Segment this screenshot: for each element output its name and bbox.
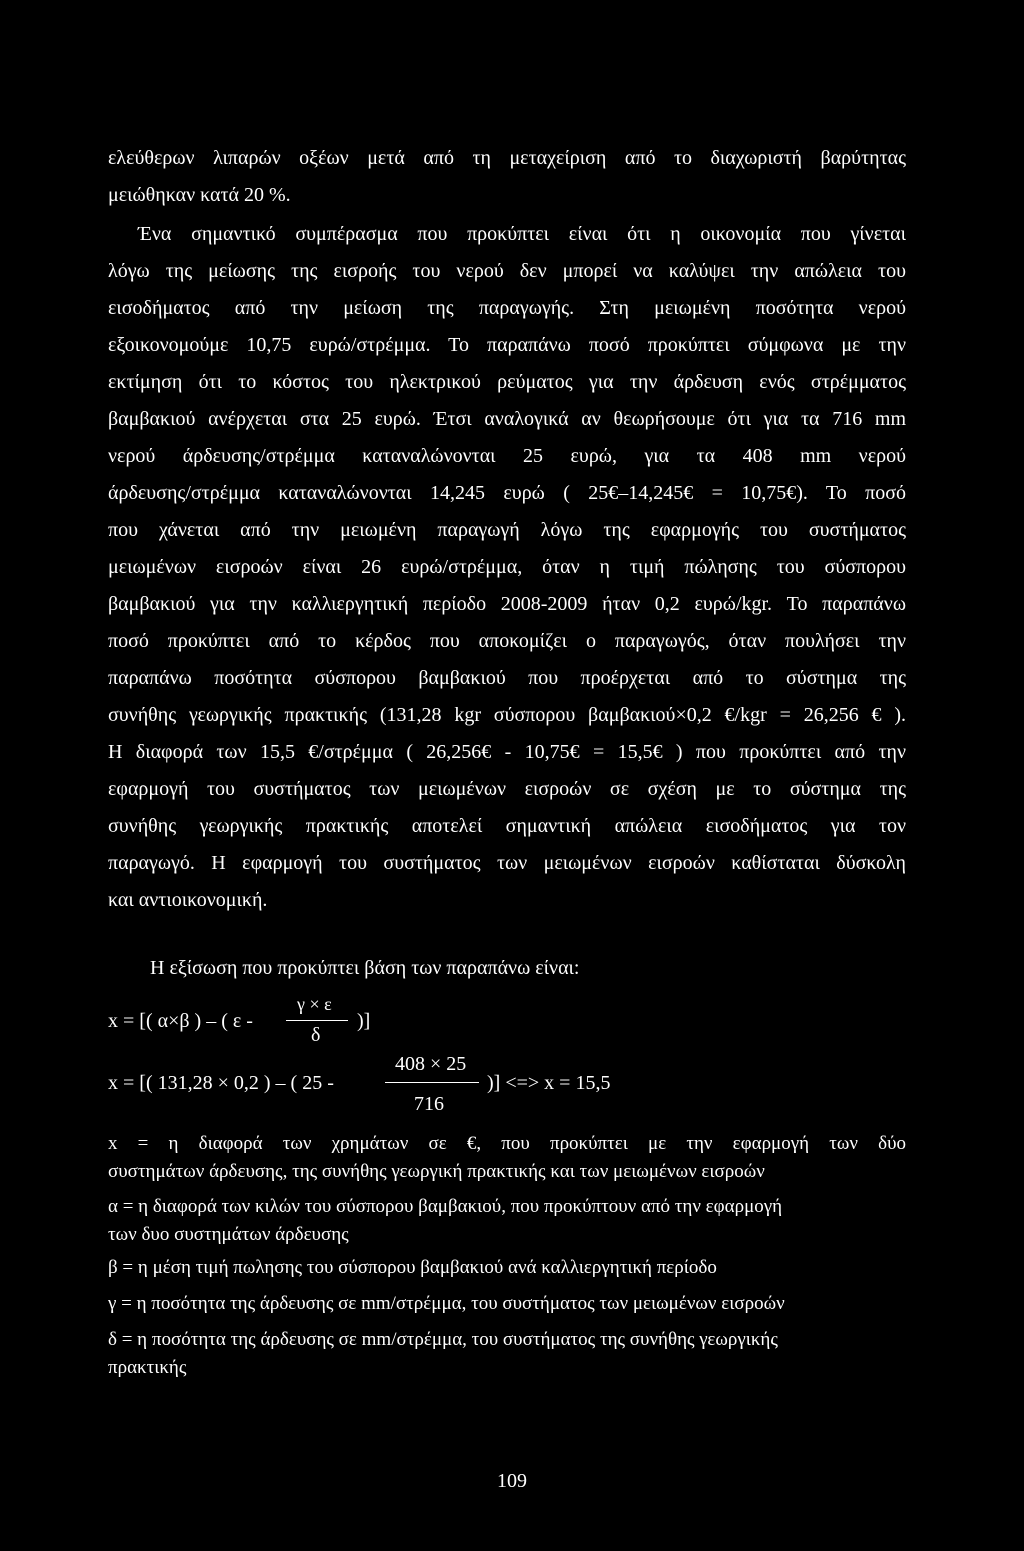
text-line: βαμβακιού ανέρχεται στα 25 ευρώ. Έτσι αναλογικά αν θεωρήσουμε ότι για τα 716 mm (108, 408, 906, 430)
definition-line: γ = η ποσότητα της άρδευσης σε mm/στρέμμα, του συστήματος των μειωμένων εισροών (108, 1293, 785, 1314)
equation-2-denominator: 716 (414, 1093, 444, 1115)
text-line: και αντιοικονομική. (108, 889, 268, 911)
page-number: 109 (497, 1470, 527, 1492)
definition-x (108, 1130, 906, 1186)
text-line: ελεύθερων λιπαρών οξέων μετά από τη μεταχείριση από το διαχωριστή βαρύτητας (108, 147, 906, 169)
text-line: άρδευσης/στρέμμα καταναλώνονται 14,245 ευρώ ( 25€–14,245€ = 10,75€). Το ποσό (108, 482, 906, 504)
definition-delta (108, 1326, 906, 1382)
fraction-bar (286, 1020, 348, 1021)
equation-2-rhs: )] <=> x = 15,5 (487, 1072, 611, 1094)
text-line: εισοδήματος από την μείωση της παραγωγής. Στη μειωμένη ποσότητα νερού (108, 297, 906, 319)
text-line: παραπάνω ποσότητα σύσπορου βαμβακιού που προέρχεται από το σύστημα της (108, 667, 906, 689)
text-line: βαμβακιού για την καλλιεργητική περίοδο 2008-2009 ήταν 0,2 ευρώ/kgr. Το παραπάνω (108, 593, 906, 615)
text-line: συνήθης γεωργικής πρακτικής (131,28 kgr σύσπορου βαμβακιού×0,2 €/kgr = 26,256 € ). (108, 704, 906, 726)
definition-line: δ = η ποσότητα της άρδευσης σε mm/στρέμμα, του συστήματος της συνήθης γεωργικής (108, 1329, 778, 1350)
definition-line: α = η διαφορά των κιλών του σύσπορου βαμβακιού, που προκύπτουν από την εφαρμογή (108, 1196, 783, 1217)
equation-1-numerator: γ × ε (297, 994, 332, 1014)
paragraph-2 (108, 216, 906, 919)
text-line: που χάνεται από την μειωμένη παραγωγή λόγω της εφαρμογής του συστήματος (108, 519, 906, 541)
definition-alpha (108, 1193, 906, 1249)
text-line: Ένα σημαντικό συμπέρασμα που προκύπτει είναι ότι η οικονομία που γίνεται (138, 223, 906, 245)
text-line: εκτίμηση ότι το κόστος του ηλεκτρικού ρεύματος για την άρδευση ενός στρέμματος (108, 371, 906, 393)
text-line: παραγωγό. Η εφαρμογή του συστήματος των μειωμένων εισροών καθίσταται δύσκολη (108, 852, 906, 874)
equation-1-denominator: δ (311, 1024, 321, 1046)
equation-1-lhs: x = [( α×β ) – ( ε - (108, 1010, 253, 1032)
text-line: λόγω της μείωσης της εισροής του νερού δεν μπορεί να καλύψει την απώλεια του (108, 260, 906, 282)
text-line: μειώθηκαν κατά 20 %. (108, 184, 291, 206)
text-line: μειωμένων εισροών είναι 26 ευρώ/στρέμμα, όταν η τιμή πώλησης του σύσπορου (108, 556, 906, 578)
equation-1-rhs: )] (357, 1010, 371, 1032)
equation-2-numerator: 408 × 25 (395, 1053, 467, 1075)
definition-line: β = η μέση τιμή πωλησης του σύσπορου βαμβακιού ανά καλλιεργητική περίοδο (108, 1257, 717, 1278)
text-line: εφαρμογή του συστήματος των μειωμένων εισροών σε σχέση με το σύστημα της (108, 778, 906, 800)
definition-line: x = η διαφορά των χρημάτων σε €, που προκύπτει με την εφαρμογή των δύο (108, 1133, 906, 1154)
text-line: συνήθης γεωργικής πρακτικής αποτελεί σημαντική απώλεια εισοδήματος για τον (108, 815, 906, 837)
text-line: Η διαφορά των 15,5 €/στρέμμα ( 26,256€ - 10,75€ = 15,5€ ) που προκύπτει από την (108, 741, 906, 763)
text-line: εξοικονομούμε 10,75 ευρώ/στρέμμα. Το παραπάνω ποσό προκύπτει σύμφωνα με την (108, 334, 906, 356)
definition-line: των δυο συστημάτων άρδευσης (108, 1224, 349, 1245)
equation-2-lhs: x = [( 131,28 × 0,2 ) – ( 25 - (108, 1072, 334, 1094)
paragraph-1 (108, 140, 906, 214)
text-line: νερού άρδευσης/στρέμμα καταναλώνονται 25 ευρώ, για τα 408 mm νερού (108, 445, 906, 467)
definition-line: συστημάτων άρδευσης, της συνήθης γεωργική πρακτικής και των μειωμένων εισροών (108, 1161, 765, 1182)
text-line: ποσό προκύπτει από το κέρδος που αποκομίζει ο παραγωγός, όταν πουλήσει την (108, 630, 906, 652)
equation-intro: Η εξίσωση που προκύπτει βάση των παραπάνω είναι: (150, 957, 580, 979)
definition-line: πρακτικής (108, 1357, 187, 1378)
definition-beta (108, 1254, 906, 1282)
definition-gamma (108, 1290, 906, 1318)
fraction-bar (385, 1082, 479, 1083)
